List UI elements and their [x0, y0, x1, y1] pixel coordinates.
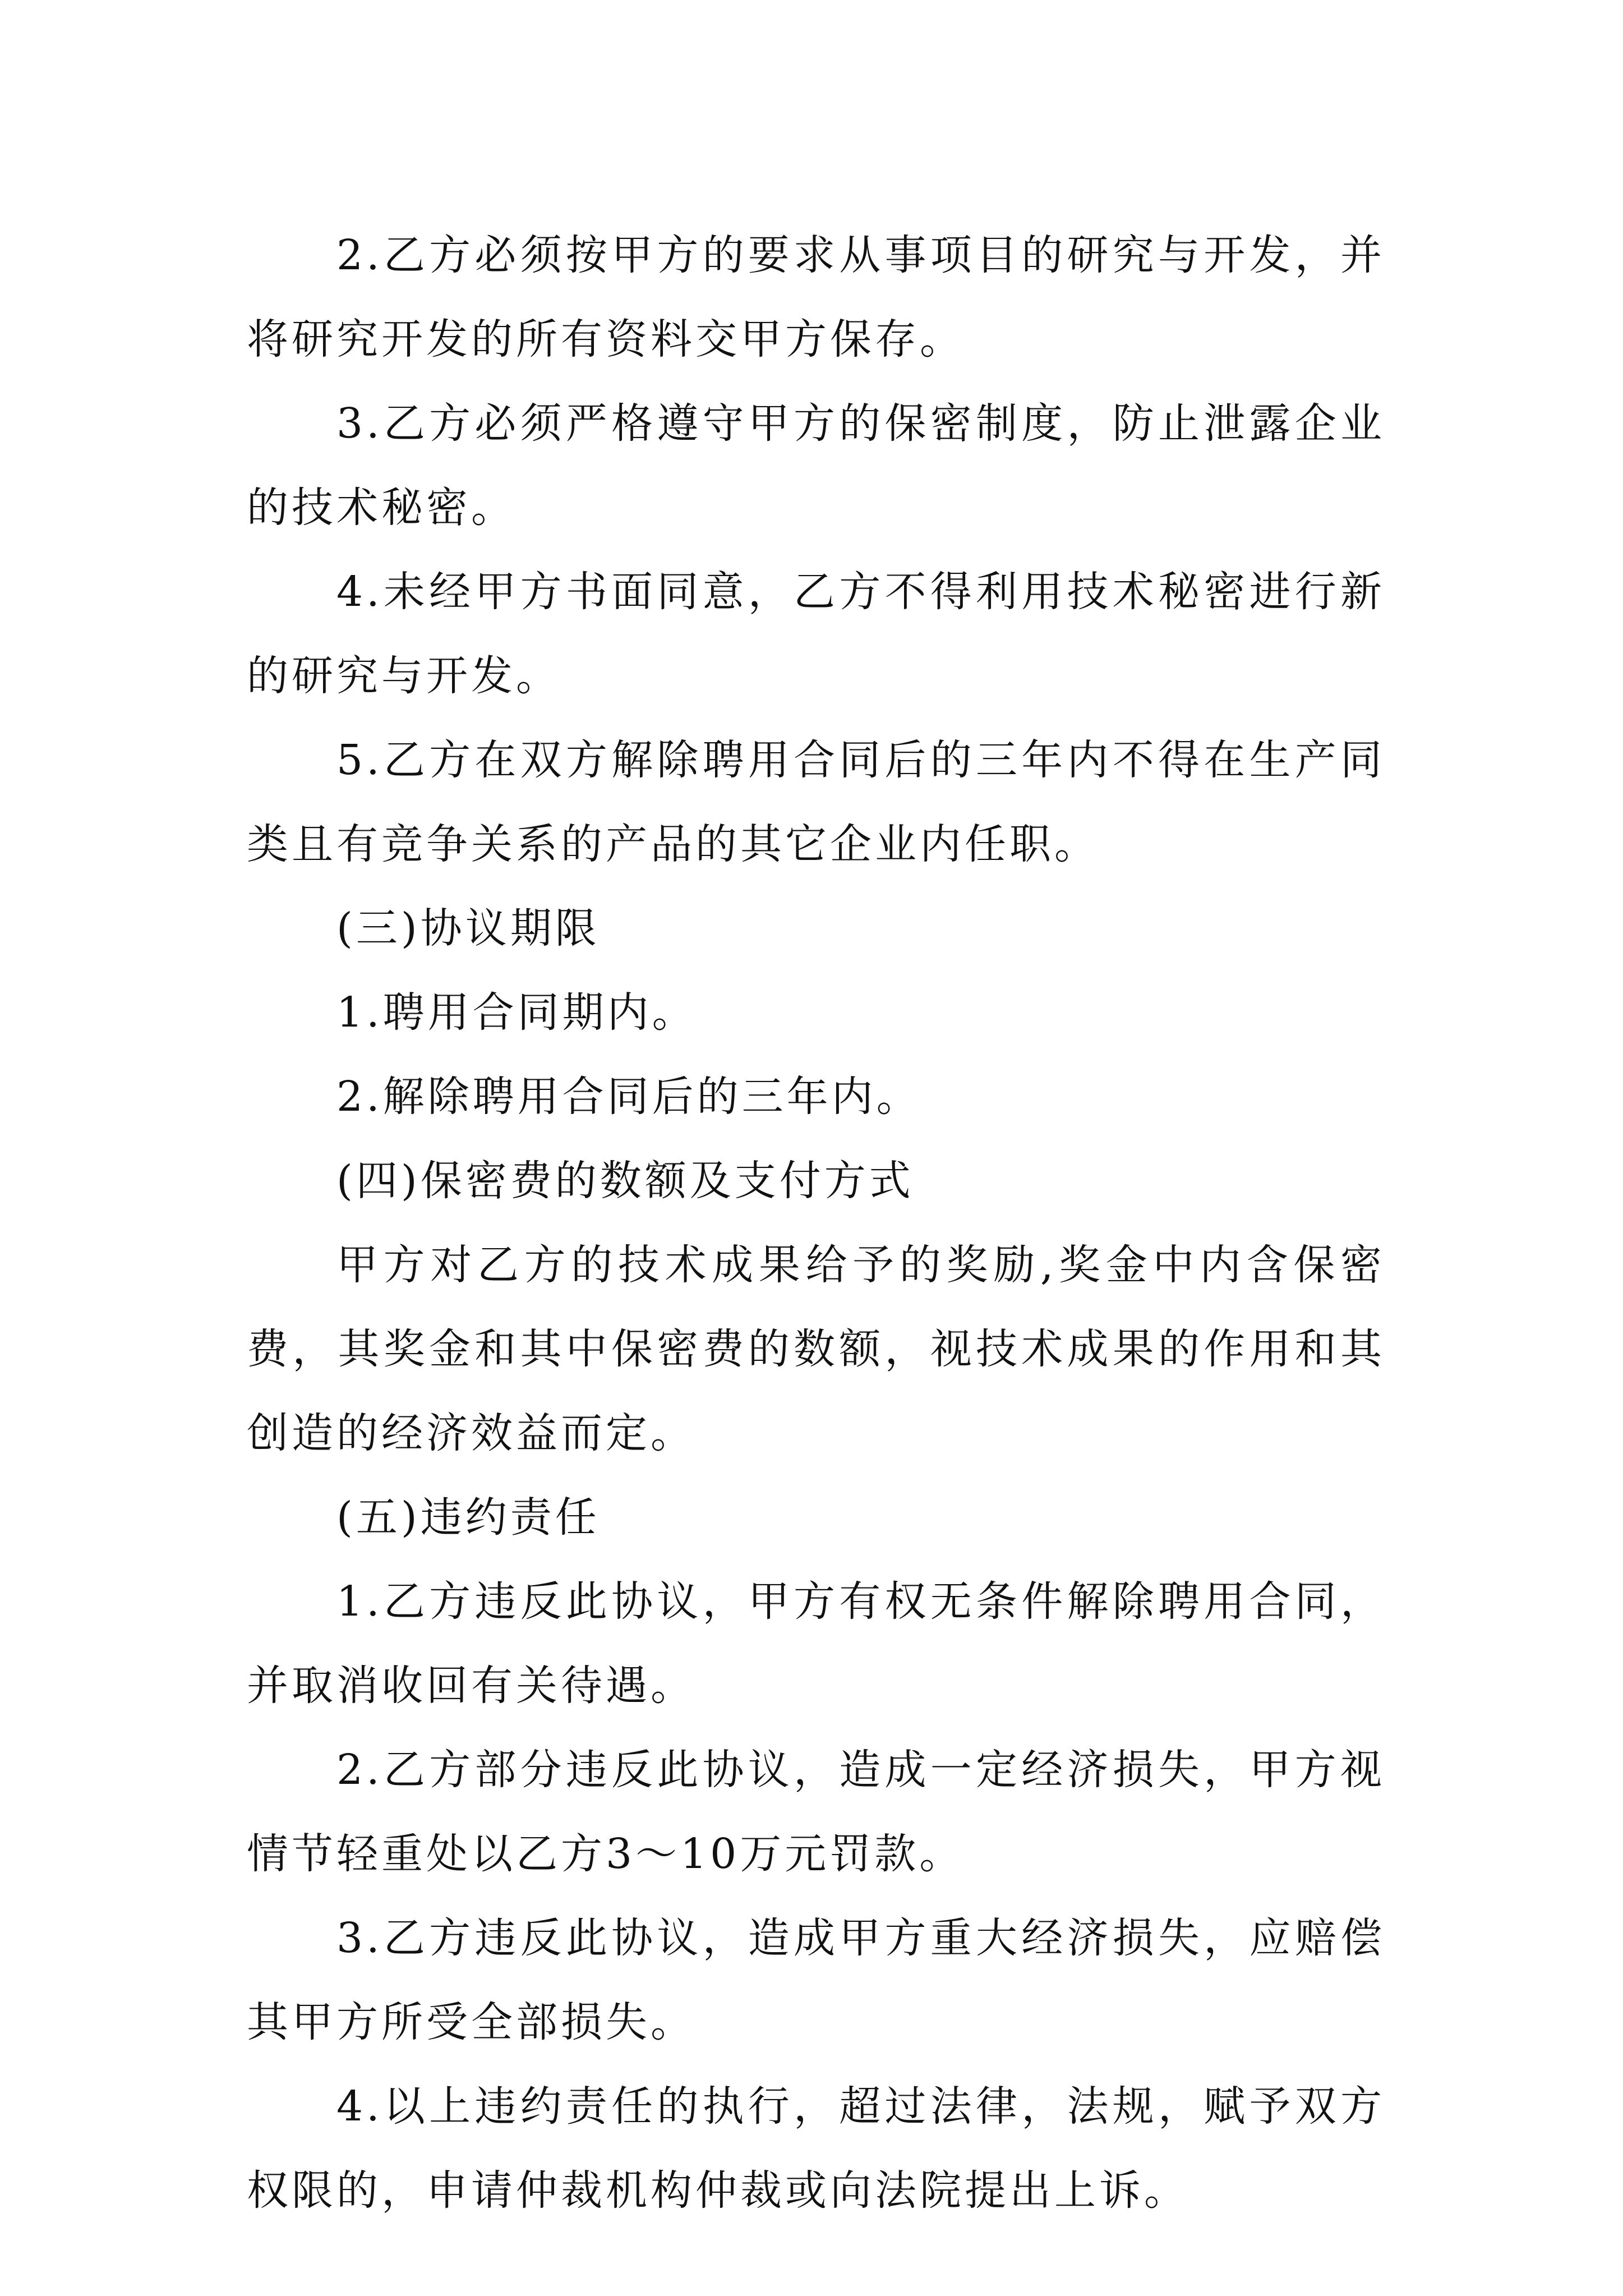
liability-item-4: 4.以上违约责任的执行，超过法律，法规，赋予双方权限的，申请仲裁机构仲裁或向法院提出上诉。: [247, 2082, 1385, 2215]
document-page: [247, 213, 1385, 2233]
section-heading-fee: (四)保密费的数额及支付方式: [336, 1157, 914, 1205]
term-item-2: 2.解除聘用合同后的三年内。: [336, 1073, 921, 1121]
liability-item-3: 3.乙方违反此协议，造成甲方重大经济损失，应赔偿其甲方所受全部损失。: [247, 1914, 1385, 2046]
clause-4-no-unauthorized-research: 4.未经甲方书面同意，乙方不得利用技术秘密进行新的研究与开发。: [247, 568, 1385, 700]
section-heading-term: (三)协议期限: [336, 904, 600, 953]
clause-2-research-obligation: 2.乙方必须按甲方的要求从事项目的研究与开发，并将研究开发的所有资料交甲方保存。: [247, 231, 1385, 364]
liability-item-1: 1.乙方违反此协议，甲方有权无条件解除聘用合同，并取消收回有关待遇。: [247, 1577, 1385, 1710]
section-heading-liability: (五)违约责任: [336, 1493, 600, 1542]
clause-5-non-compete: 5.乙方在双方解除聘用合同后的三年内不得在生产同类且有竞争关系的产品的其它企业内任职。: [247, 736, 1385, 868]
term-item-1: 1.聘用合同期内。: [336, 988, 697, 1037]
clause-3-confidentiality-rules: 3.乙方必须严格遵守甲方的保密制度，防止泄露企业的技术秘密。: [247, 399, 1385, 532]
fee-paragraph: 甲方对乙方的技术成果给予的奖励,奖金中内含保密费，其奖金和其中保密费的数额，视技术成果的作用和其创造的经济效益而定。: [247, 1241, 1385, 1457]
liability-item-2: 2.乙方部分违反此协议，造成一定经济损失，甲方视情节轻重处以乙方3～10万元罚款。: [247, 1746, 1385, 1878]
